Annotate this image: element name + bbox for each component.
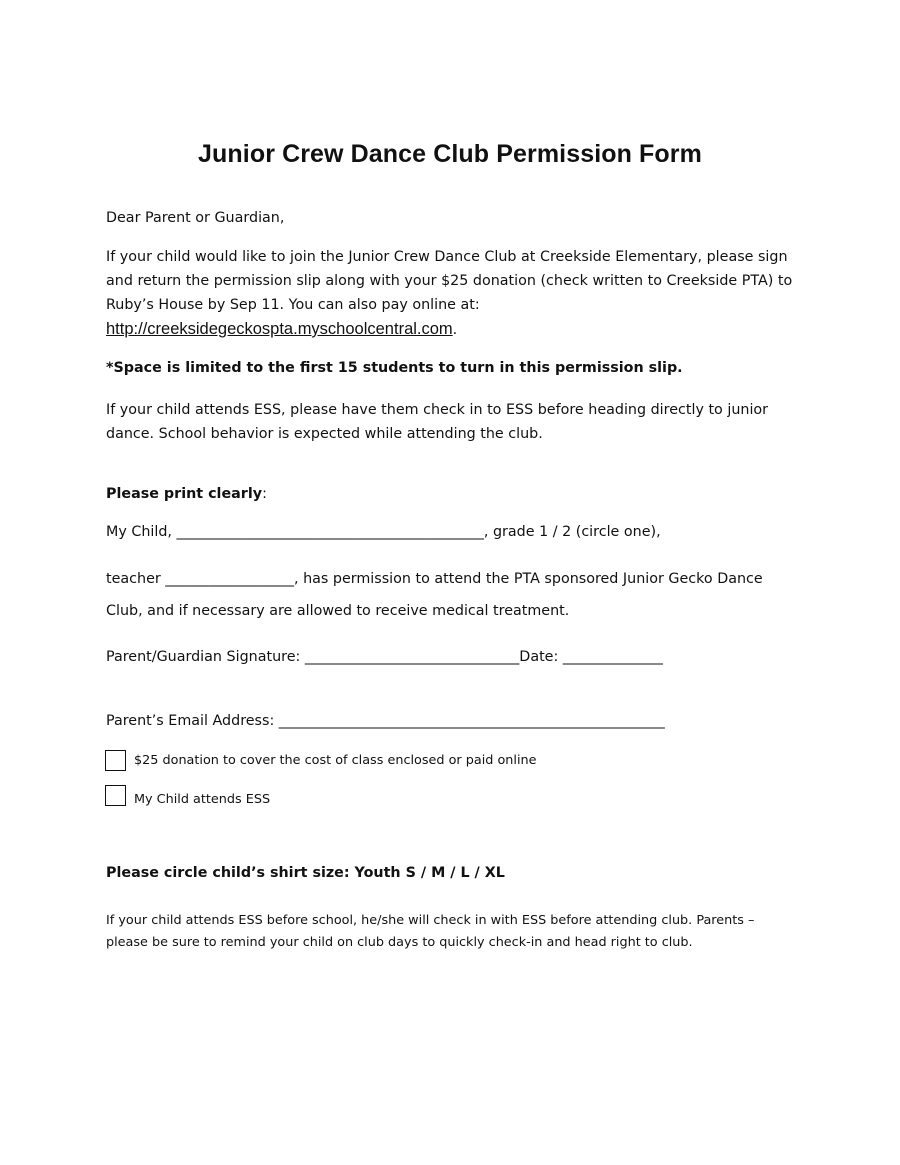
intro-paragraph: [106, 245, 792, 342]
footer-note-line-2: please be sure to remind your child on club days to quickly check-in and head right to club.: [106, 935, 693, 950]
footer-note-line-1: If your child attends ESS before school, he/she will check in with ESS before attending club. Parents –: [106, 913, 755, 928]
print-clearly-suffix: :: [262, 486, 267, 502]
ess-note: [106, 398, 768, 446]
payment-link-suffix: .: [452, 322, 458, 338]
payment-link[interactable]: http://creeksidegeckospta.myschoolcentral.com: [106, 320, 453, 338]
ess-checkbox-row[interactable]: [105, 784, 270, 807]
payment-link-line: [106, 317, 792, 342]
ess-checkbox-label: My Child attends ESS: [134, 792, 271, 807]
ess-note-line-2: dance. School behavior is expected while attending the club.: [106, 426, 543, 442]
donation-checkbox[interactable]: [105, 750, 126, 771]
intro-line-1: If your child would like to join the Junior Crew Dance Club at Creekside Elementary, please sign: [106, 249, 788, 265]
shirt-size-prompt[interactable]: Please circle child’s shirt size: Youth S / M / L / XL: [106, 865, 505, 881]
ess-checkbox[interactable]: [105, 785, 126, 806]
print-clearly-label: Please print clearly: [106, 486, 263, 502]
intro-line-2: and return the permission slip along with your $25 donation (check written to Creekside PTA) to: [106, 273, 793, 289]
page-title: Junior Crew Dance Club Permission Form: [198, 140, 702, 168]
intro-line-3: Ruby’s House by Sep 11. You can also pay online at:: [106, 297, 480, 313]
teacher-field[interactable]: teacher __________________, has permission to attend the PTA sponsored Junior Gecko Dance: [106, 571, 763, 587]
child-name-field[interactable]: My Child, ___________________________________________, grade 1 / 2 (circle one),: [106, 524, 661, 540]
medical-consent-text: Club, and if necessary are allowed to receive medical treatment.: [106, 603, 570, 619]
footer-note: [106, 910, 754, 954]
donation-checkbox-label: $25 donation to cover the cost of class enclosed or paid online: [134, 753, 537, 768]
email-field[interactable]: Parent’s Email Address: ______________________________________________________: [106, 713, 665, 729]
ess-note-line-1: If your child attends ESS, please have them check in to ESS before heading directly to junior: [106, 402, 769, 418]
greeting: Dear Parent or Guardian,: [106, 210, 285, 226]
space-limited-notice: *Space is limited to the first 15 students to turn in this permission slip.: [106, 360, 683, 376]
signature-date-field[interactable]: Parent/Guardian Signature: ______________________________Date: ______________: [106, 649, 663, 665]
print-clearly-heading: [106, 486, 267, 502]
donation-checkbox-row[interactable]: [105, 750, 537, 771]
